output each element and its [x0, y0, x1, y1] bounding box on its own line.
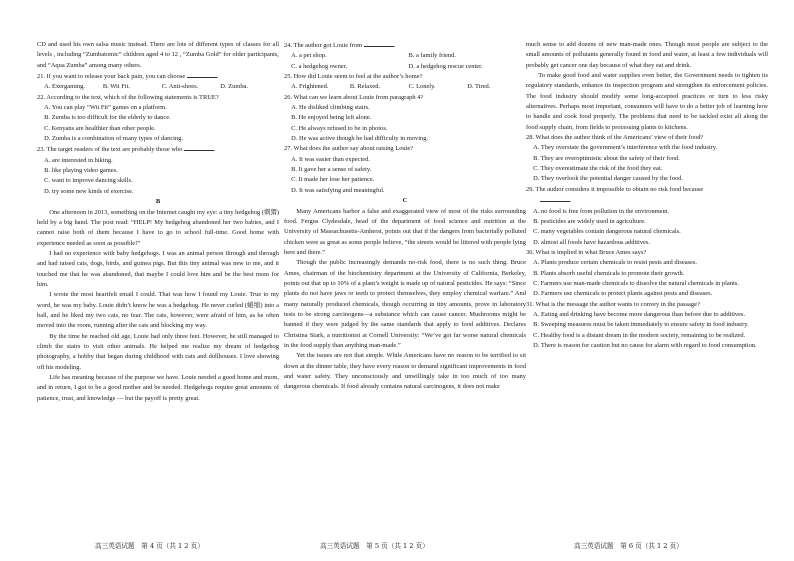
- option-b: B. like playing video games.: [44, 167, 118, 175]
- passage-paragraph: By the time he reached old age, Louie had only three feet. However, he still managed to climb the stairs to visit other animals. He helped me realize my dream of hedgehog photography, a hobby that began during childhood with cats and dollhouses. I love showing off his modeling.: [37, 332, 279, 371]
- passage-paragraph: much sense to add dozens of new man-made ones. Though most people are subject to the small amounts of pollutants generally found in food and water, at least a few individuals will probably get cancer one day because of what they eat and drink.: [526, 41, 768, 69]
- option-c: C. They overestimate the risk of the food they eat.: [533, 165, 663, 173]
- option-d: D. try some new kinds of exercise.: [44, 187, 134, 195]
- option-d: D. They overlook the potential danger caused by the food.: [533, 175, 683, 183]
- option-a: A. It was easier than expected.: [291, 155, 370, 163]
- passage-paragraph: To make good food and water supplies even better, the Government needs to tighten its regulatory standards, enhance its inspection program and strengthen its enforcement policies. The food industry should modify some long-accepted practices or turn to less risky alternatives. Perhaps most important, consumers will have to do a better job of learning how to handle and cook food properly. The problems that need to be tackled exist all along the food supply chain, from fields to processing plants to kitchens.: [526, 72, 768, 131]
- passage-paragraph: Though the public increasingly demands no-risk food, there is no such thing. Bruce Ames, chairman of the biochemistry department at the University of California, Berkeley, points out that up to 10% of a plant’s weight is made up of natural pesticides. He says: “Since plants do not have jaws or teeth to protect themselves, they employ chemical warfare.” And many naturally produced chemicals, though occurring in tiny amounts, prove in laboratory tests to be strong carcinogens—a substance which can cause cancer. Mushrooms might be banned if they were judged by the same standards that apply to food additives. Declares Christina Stark, a nutritionist at Cornell University: “We’ve got far worse natural chemicals in the food supply than anything man-made.”: [284, 259, 526, 349]
- page-footer: 高三英语试题 第 4 页（共 1 2 页）: [95, 542, 204, 550]
- option-c: C. Lonely.: [408, 83, 436, 91]
- page-footer: 高三英语试题 第 5 页（共 1 2 页）: [320, 542, 429, 550]
- option-b: B. He enjoyed being left alone.: [291, 114, 372, 122]
- option-c: C. Anti-shoes.: [161, 83, 199, 91]
- option-a: A. a pet shop.: [291, 52, 327, 60]
- option-b: B. Relaxed.: [349, 83, 381, 91]
- page-4-column: [37, 40, 279, 404]
- options-24: [284, 51, 526, 61]
- question-25: 25. How did Louie seem to feel at the author’s home?: [284, 73, 423, 81]
- question-22: 22. According to the text, which of the following statements is TRUE?: [37, 93, 219, 101]
- options-21: [37, 82, 279, 92]
- answer-blank: [184, 144, 214, 151]
- option-c: C. It made her lose her patience.: [291, 176, 375, 184]
- options-25: [284, 82, 526, 92]
- option-b: B. a family friend.: [408, 52, 456, 60]
- option-c: C. He always refused to be in photos.: [291, 124, 388, 132]
- option-a: A. Exergaming.: [44, 83, 85, 91]
- answer-blank: [364, 40, 394, 47]
- question-27: 27. What does the author say about raising Louie?: [284, 145, 414, 153]
- option-d: D. There is reason for caution but no cause for alarm with regard to food consumption.: [533, 341, 757, 349]
- question-26: 26. What can we learn about Louie from paragraph 4?: [284, 93, 424, 101]
- option-b: B. Plants absorb useful chemicals to promote their growth.: [533, 269, 685, 277]
- option-b: B. It gave her a sense of safety.: [291, 166, 372, 174]
- option-a: A. They overstate the government’s interference with the food industry.: [533, 144, 718, 152]
- page-footer: 高三英语试题 第 6 页（共 1 2 页）: [574, 542, 683, 550]
- question-23: 23. The target readers of the text are probably those who .: [37, 146, 216, 154]
- option-a: A. You can play “Wii Fit” games on a platform.: [44, 104, 167, 112]
- option-c: C. Farmers use man-made chemicals to dissolve the natural chemicals in plants.: [533, 279, 739, 287]
- option-d: D. Farmers use chemicals to protect plants against pests and diseases.: [533, 290, 713, 298]
- section-heading-b: B: [155, 198, 161, 206]
- option-a: A. are interested in hiking.: [44, 156, 113, 164]
- question-30: 30. What is implied in what Bruce Ames says?: [526, 248, 647, 256]
- intro-paragraph: CD and used his own salsa music instead. There are lots of different types of classes for all levels , including “Zumbatomic” children aged 4 to 12 , “Zumba Gold” for older participants, and “Aqua Zumba” among many others.: [37, 41, 279, 69]
- question-28: 28. What does the author think of the Americans’ view of their food?: [526, 134, 704, 142]
- option-a: A. no food is free from pollution in the environment.: [533, 207, 670, 215]
- option-d: D. He was active though he had difficulty in moving.: [291, 135, 429, 143]
- option-b: B. Wii Fit.: [102, 83, 130, 91]
- option-a: A. He disliked climbing stairs.: [291, 104, 370, 112]
- option-c: C. a hedgehog owner.: [291, 62, 348, 70]
- option-b: B. They are overoptimistic about the safety of their food.: [533, 154, 680, 162]
- section-heading-c: C: [402, 197, 408, 205]
- answer-blank: [540, 195, 570, 202]
- option-c: C. want to improve dancing skills.: [44, 177, 133, 185]
- passage-paragraph: Yet the issues are not that simple. While Americans have no reason to be terrified to sit down at the dinner table, they have every reason to demand significant improvements in food and water safety. They unconsciously and unwillingly take in too much of too many dangerous chemicals. If food already contains natural carcinogens, it does not make: [284, 352, 526, 391]
- option-d: D. Tired.: [467, 83, 491, 91]
- options-24b: [284, 62, 526, 72]
- option-c: C. Kenyans are healthier than other people.: [44, 124, 156, 132]
- option-a: A. Plants produce certain chemicals to resist pests and diseases.: [533, 259, 698, 267]
- option-c: C. many vegetables contain dangerous natural chemicals.: [533, 228, 681, 236]
- option-b: B. pesticides are widely used in agriculture.: [533, 217, 646, 225]
- passage-paragraph: Many Americans harbor a false and exaggerated view of most of the risks surrounding food. Fergus Clydesdale, head of the department of food science and nutrition at the University of Massachusetts-Amherst, points out that if the dangers from bacterially polluted chicken were as great as some people believe, “the streets would be littered with people lying here and there.”: [284, 207, 526, 256]
- option-d: D. It was satisfying and meaningful.: [291, 186, 385, 194]
- option-b: B. Sweeping measures must be taken immediately to ensure safety in food industry.: [533, 321, 749, 329]
- option-d: D. Zumba.: [220, 83, 249, 91]
- passage-paragraph: One afternoon in 2013, something on the Internet caught my eye: a tiny hedgehog (刺猬) held by a big hand. The post read: “HELP! My hedgehog abandoned her two babies, and I cannot raise both of them because I have to go to school full-time. Good home with experience needed as soon as possible!”: [37, 208, 279, 247]
- option-c: C. Healthy food is a distant dream in the modern society, remaining to be realized.: [533, 331, 746, 339]
- option-a: A. Frightened.: [291, 83, 329, 91]
- answer-blank: [187, 71, 217, 78]
- question-21: 21. If you want to release your back pain, you can choose .: [37, 73, 219, 81]
- option-b: B. Zumba is too difficult for the elderly to dance.: [44, 114, 171, 122]
- passage-paragraph: I wrote the most heartfelt email I could. That was how I found my Louie. True to my word, he was my baby. Louie didn’t know he was a hedgehog. He never curled (蜷缩) into a ball, and he liked my two cats, no fear. The cats, however, were afraid of him, as he often moved into the room, running after the cats and blocking my way.: [37, 291, 279, 330]
- page-5-column: [284, 40, 526, 393]
- option-a: A. Eating and drinking have become more dangerous than before due to additives.: [533, 310, 746, 318]
- question-24: 24. The author got Louie from .: [284, 42, 396, 49]
- option-d: D. Zumba is a combination of many types of dancing.: [44, 135, 184, 143]
- option-d: D. almost all foods have hazardous additives.: [533, 238, 651, 246]
- passage-paragraph: I had no experience with baby hedgehogs. I was an animal person through and through and had raised cats, dogs, birds, and guinea pigs. But this tiny animal was new to me, and it touched me that he was abandoned, that maybe I could love him and be the best mom for him.: [37, 249, 279, 288]
- passage-paragraph: Life has meaning because of the purpose we have. Louie needed a good home and mom, and in return, I got to be a good mother and be needed. Hedgehogs require great amounts of patience, trust, and knowledge — but the payoff is pretty great.: [37, 374, 279, 402]
- question-31: 31. What is the message the author wants to convey in the passage?: [526, 300, 700, 308]
- option-d: D. a hedgehog rescue center.: [408, 62, 483, 70]
- page-6-column: [526, 40, 768, 351]
- question-29: 29. The author considers it impossible to obtain no risk food because .: [526, 185, 704, 205]
